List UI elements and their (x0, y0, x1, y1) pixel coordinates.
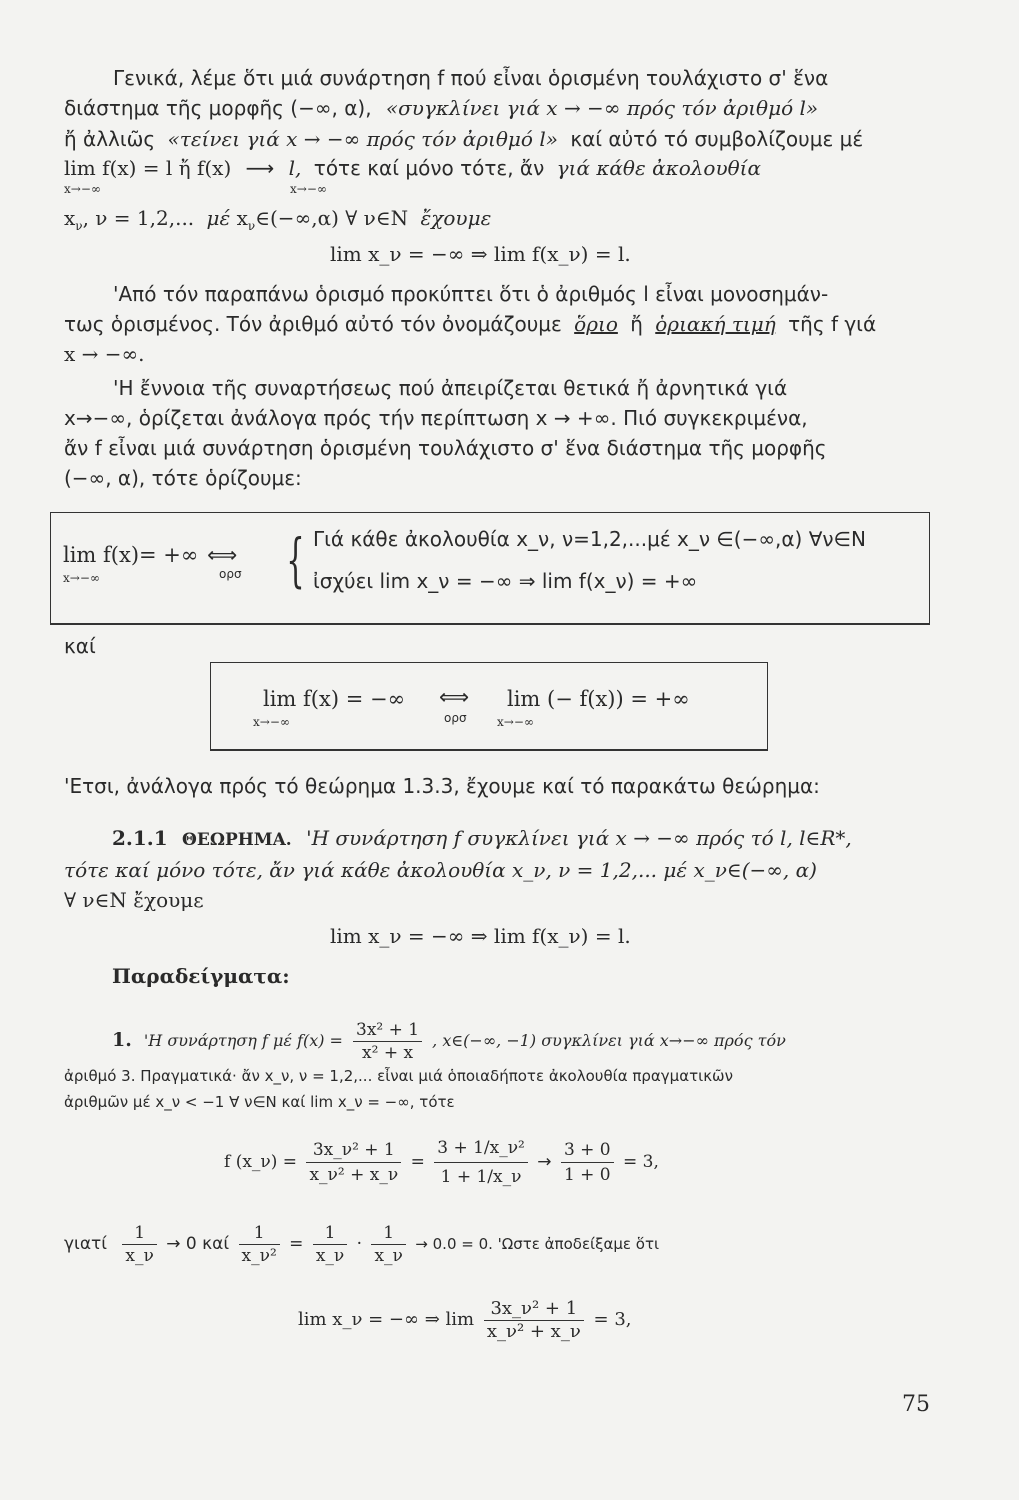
theorem-title: ΘΕΩΡΗΜΑ. (182, 830, 292, 850)
p3-line-1: 'Η ἔννοια τῆς συναρτήσεως πού ἀπειρίζεται θετικά ἤ ἀρνητικά γιά (113, 376, 788, 400)
why-frac-4-num: 1 (371, 1222, 405, 1245)
example-1-text-a: 'Η συνάρτηση f μέ f(x) = (143, 1031, 343, 1050)
example-1-number: 1. (112, 1029, 132, 1051)
eq-arrow-icon: → (537, 1152, 552, 1172)
box1-right-2: ἰσχύει lim x_ν = −∞ ⇒ lim f(x_ν) = +∞ (313, 569, 698, 593)
box2-left: lim f(x) = −∞ (263, 687, 406, 711)
examples-heading: Παραδείγματα: (112, 964, 290, 988)
p1-line-1: Γενικά, λέμε ὅτι μιά συνάρτηση f πού εἶναι ὁρισμένη τουλάχιστο σ' ἕνα (113, 66, 829, 90)
eq-equals: = (410, 1152, 425, 1172)
theorem-line-1 (112, 826, 852, 852)
brace-icon: { (286, 526, 305, 594)
page-number: 75 (902, 1392, 930, 1417)
theorem-number: 2.1.1 (112, 826, 168, 850)
why-text-a: γιατί (64, 1234, 108, 1254)
theorem-line-2: τότε καί μόνο τότε, ἄν γιά κάθε ἀκολουθία x_ν, ν = 1,2,... μέ x_ν∈(−∞, α) (64, 858, 817, 882)
why-frac-2-den: x_ν² (241, 1246, 277, 1266)
p2-line-2-tail: τῆς f γιά (788, 312, 877, 336)
example-1-line-2: ἀριθμό 3. Πραγματικά· ἄν x_ν, ν = 1,2,... εἶναι μιά ὁποιαδήποτε ἀκολουθία πραγματικῶν (64, 1067, 734, 1085)
p1-line-5-me: μέ (206, 206, 231, 230)
eq-frac-1-num: 3x_ν² + 1 (306, 1138, 401, 1163)
eq-frac-1 (306, 1138, 401, 1187)
box2-left-sub: x→−∞ (253, 715, 290, 729)
p1-line-5 (64, 206, 491, 233)
p2-line-2-text: τως ὁρισμένος. Τόν ἀριθμό αὐτό τόν ὀνομάζουμε (64, 312, 562, 336)
p2-or: ἤ (630, 312, 643, 336)
why-frac-1-den: x_ν (125, 1246, 154, 1266)
p3-line-3: ἄν f εἶναι μιά συνάρτηση ὁρισμένη τουλάχιστο σ' ἕνα διάστημα τῆς μορφῆς (64, 436, 827, 460)
example-1-equation (224, 1122, 659, 1202)
p1-line-2 (64, 96, 818, 120)
p1-line-3-italic: «τείνει γιά x → −∞ πρός τόν ἀριθμό l» (167, 127, 558, 151)
why-frac-1 (122, 1222, 156, 1267)
eq-frac-1-den: x_ν² + x_ν (309, 1165, 399, 1185)
final-frac-num: 3x_ν² + 1 (484, 1298, 584, 1321)
p1-limit-value: l, (288, 156, 302, 180)
p1-seq-x2: x (236, 206, 248, 230)
eq-frac-2-den: 1 + 1/x_ν (440, 1167, 522, 1187)
box1-left-sub: x→−∞ (63, 571, 100, 585)
example-1-fraction (353, 1019, 422, 1064)
box1-right-1: Γιά κάθε ἀκολουθία x_ν, ν=1,2,...μέ x_ν ∈(−∞,α) ∀ν∈N (313, 527, 866, 551)
final-frac (484, 1298, 584, 1343)
p1-implication: lim x_ν = −∞ ⇒ lim f(x_ν) = l. (330, 242, 631, 266)
p1-seq-domain: ∈(−∞,α) ∀ ν∈N (255, 206, 409, 230)
theorem-implication: lim x_ν = −∞ ⇒ lim f(x_ν) = l. (330, 924, 631, 948)
final-text-b: = 3, (593, 1309, 632, 1330)
example-1-frac-num: 3x² + 1 (353, 1019, 422, 1042)
box1-left-limit: lim f(x)= +∞ (63, 543, 199, 567)
why-frac-3-den: x_ν (315, 1246, 345, 1266)
iff-arrow-icon-2: ⟺ (439, 685, 470, 709)
p1-line-4 (64, 156, 761, 180)
why-frac-1-num: 1 (122, 1222, 156, 1245)
p1-line-3-text: ἤ ἀλλιῶς (64, 127, 156, 151)
why-frac-2 (239, 1222, 280, 1267)
p1-seq-x: x (64, 206, 76, 230)
why-frac-3-num: 1 (313, 1222, 347, 1245)
example-1-final (298, 1290, 632, 1350)
p1-limit-subscript-1: x→−∞ (64, 182, 101, 196)
why-frac-3 (313, 1222, 347, 1267)
why-text-d: → 0.0 = 0. 'Ωστε ἀποδείξαμε ὅτι (415, 1235, 660, 1253)
box2-right-sub: x→−∞ (497, 715, 534, 729)
p1-seq-sub: ν (75, 219, 83, 233)
p1-limit-subscript-2: x→−∞ (290, 182, 327, 196)
p1-line-2-italic: «συγκλίνει γιά x → −∞ πρός τόν ἀριθμό l» (385, 96, 819, 120)
final-text-a: lim x_ν = −∞ ⇒ lim (298, 1309, 475, 1330)
theorem-line-3: ∀ ν∈N ἔχουμε (64, 888, 204, 912)
p1-line-4-text: τότε καί μόνο τότε, ἄν (313, 156, 545, 180)
example-1-text-b: , x∈(−∞, −1) συγκλίνει γιά x→−∞ πρός τόν (432, 1031, 786, 1050)
why-frac-4 (371, 1222, 405, 1267)
eq-frac-3-den: 1 + 0 (563, 1165, 611, 1185)
arrow-right-icon: ⟶ (245, 156, 275, 180)
example-1-line-3: ἀριθμῶν μέ x_ν < −1 ∀ ν∈N καί lim x_ν = −∞, τότε (64, 1093, 455, 1111)
final-frac-den: x_ν² + x_ν (486, 1320, 581, 1342)
p2-line-3: x → −∞. (64, 342, 145, 366)
definition-box-minus-infinity (210, 662, 768, 751)
eq-result: = 3, (623, 1152, 659, 1172)
eq-frac-2-num: 3 + 1/x_ν² (434, 1134, 528, 1163)
box1-left (63, 543, 237, 567)
why-frac-2-num: 1 (239, 1222, 280, 1245)
p4-line: 'Ετσι, ἀνάλογα πρός τό θεώρημα 1.3.3, ἔχουμε καί τό παρακάτω θεώρημα: (64, 774, 820, 798)
why-dot: · (356, 1234, 363, 1254)
p1-seq-index: , ν = 1,2,... (82, 206, 195, 230)
definition-box-plus-infinity (50, 512, 930, 625)
p1-line-3-tail: καί αὐτό τό συμβολίζουμε μέ (570, 127, 864, 151)
eq-frac-3-num: 3 + 0 (561, 1138, 614, 1163)
box1-iff-sub: ορσ (219, 567, 242, 581)
p1-line-4-italic: γιά κάθε ἀκολουθία (556, 156, 761, 180)
eq-frac-2 (434, 1134, 528, 1191)
box2-iff-sub: ορσ (444, 711, 467, 725)
p1-limit-notation: lim f(x) = l ἤ f(x) (64, 156, 232, 180)
box2-right: lim (− f(x)) = +∞ (507, 687, 690, 711)
iff-arrow-icon: ⟺ (207, 543, 238, 567)
p2-line-1: 'Από τόν παραπάνω ὁρισμό προκύπτει ὅτι ὁ ἀριθμός l εἶναι μονοσημάν- (113, 282, 829, 306)
p3-line-2: x→−∞, ὁρίζεται ἀνάλογα πρός τήν περίπτωση x → +∞. Πιό συγκεκριμένα, (64, 406, 808, 430)
theorem-text-1: 'Η συνάρτηση f συγκλίνει γιά x → −∞ πρός τό l, l∈R*, (306, 826, 852, 850)
p2-term-limit: ὅριο (574, 312, 618, 336)
example-1-why (64, 1214, 659, 1274)
example-1-frac-den: x² + x (362, 1042, 414, 1063)
p3-line-4: (−∞, α), τότε ὁρίζουμε: (64, 466, 302, 490)
eq-frac-3 (561, 1138, 614, 1187)
p2-line-2 (64, 312, 876, 336)
p1-line-2-text: διάστημα τῆς μορφῆς (−∞, α), (64, 96, 372, 120)
why-text-b: → 0 καί (166, 1234, 230, 1254)
p1-line-5-tail: ἔχουμε (420, 206, 492, 230)
why-frac-4-den: x_ν (374, 1246, 403, 1266)
p2-term-limit-value: ὁριακή τιμή (655, 312, 776, 336)
p1-seq-sub2: ν (247, 219, 256, 233)
p1-line-3 (64, 127, 863, 151)
conjunction-kai: καί (64, 634, 96, 658)
eq-lhs: f (x_ν) = (224, 1152, 298, 1172)
why-equals: = (289, 1234, 304, 1254)
example-1-line-1 (112, 1010, 786, 1071)
